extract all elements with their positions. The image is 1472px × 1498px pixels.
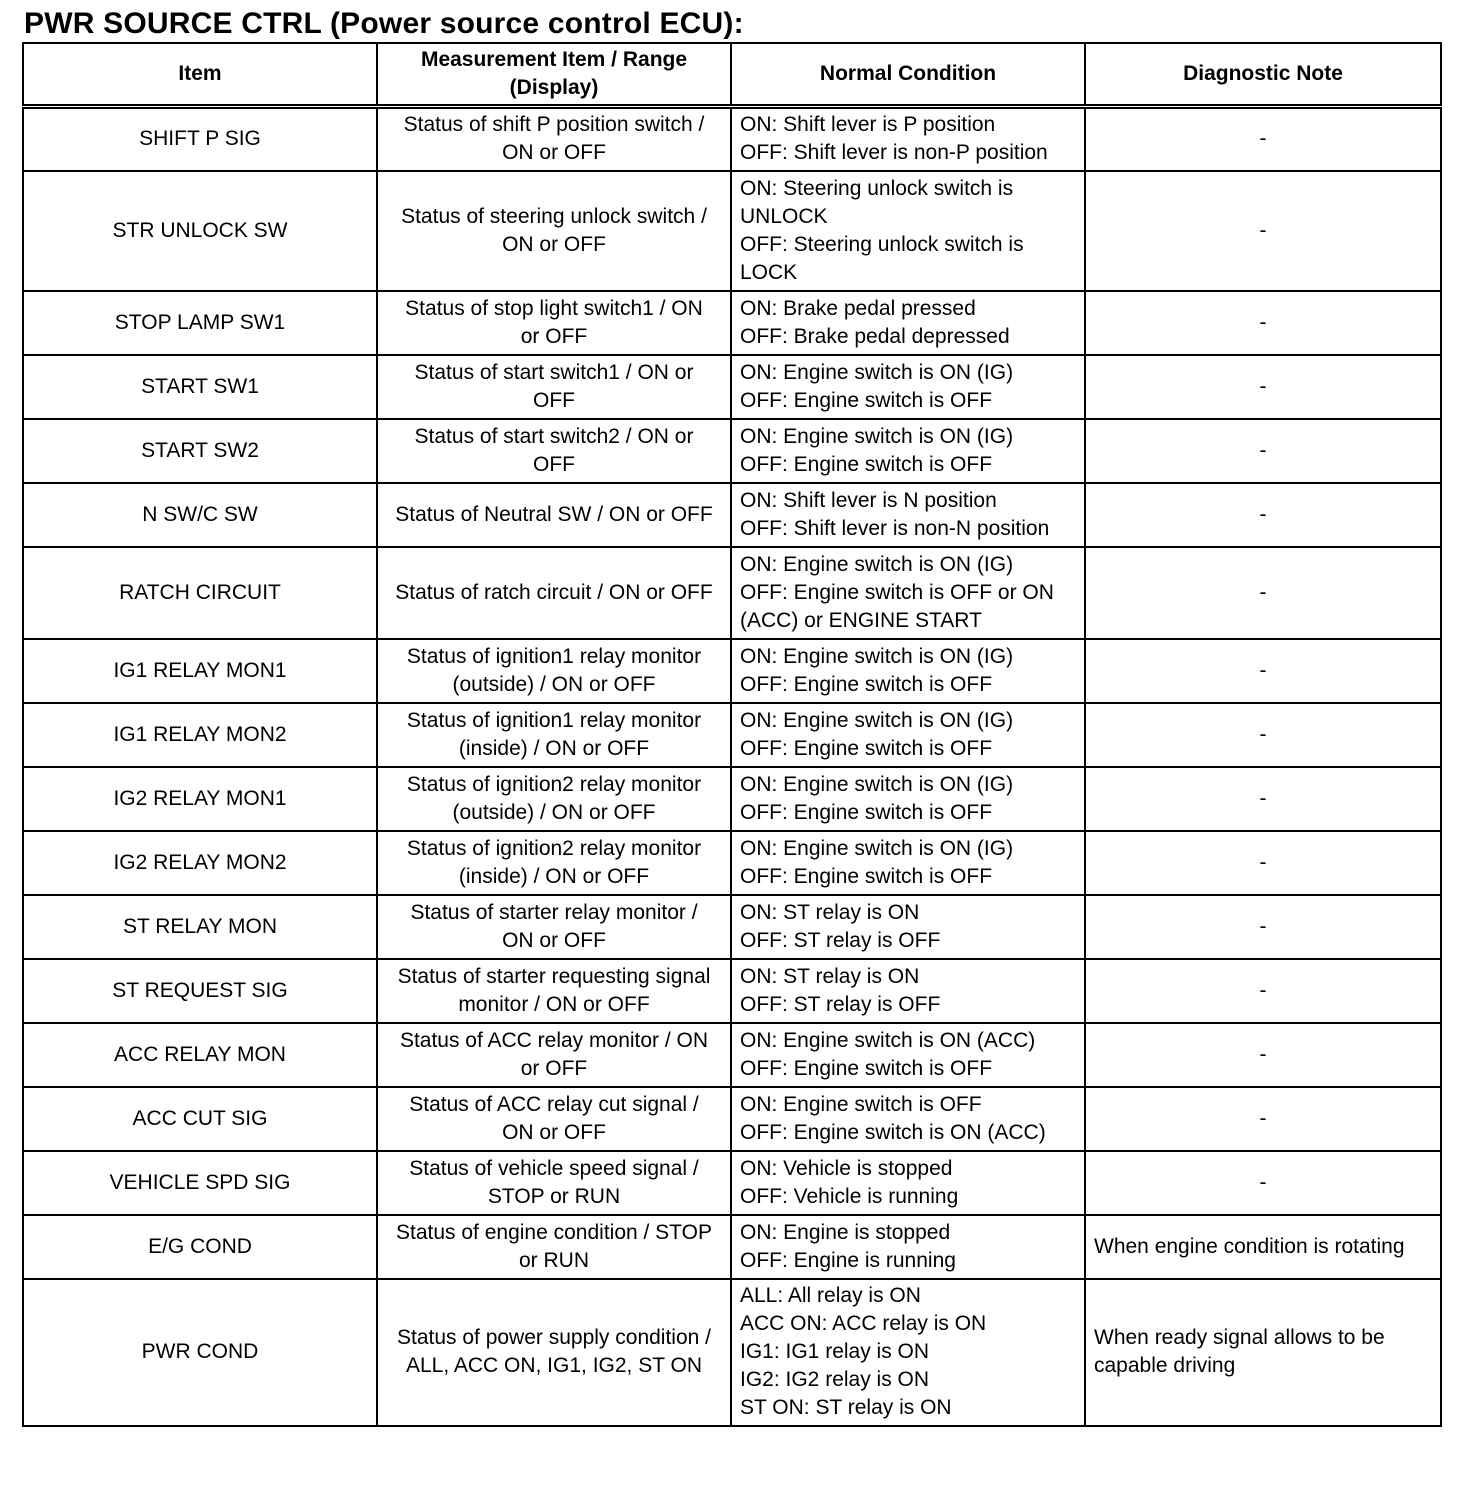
normal-condition-cell: ON: Engine switch is ON (IG) OFF: Engine switch is OFF xyxy=(731,639,1085,703)
measurement-cell: Status of engine condition / STOP or RUN xyxy=(377,1215,731,1279)
diagnostic-note-cell: - xyxy=(1085,1023,1441,1087)
item-cell: E/G COND xyxy=(23,1215,377,1279)
diagnostic-note-cell: - xyxy=(1085,1087,1441,1151)
table-row xyxy=(23,355,1441,419)
table-row xyxy=(23,171,1441,291)
header-normal-condition: Normal Condition xyxy=(731,43,1085,107)
normal-condition-cell: ON: Shift lever is N position OFF: Shift lever is non-N position xyxy=(731,483,1085,547)
normal-condition-cell: ON: Engine switch is ON (IG) OFF: Engine switch is OFF xyxy=(731,767,1085,831)
item-cell: STOP LAMP SW1 xyxy=(23,291,377,355)
table-row xyxy=(23,107,1441,171)
measurement-cell: Status of shift P position switch / ON or OFF xyxy=(377,107,731,171)
table-row xyxy=(23,291,1441,355)
table-row xyxy=(23,1279,1441,1426)
diagnostic-note-cell: - xyxy=(1085,639,1441,703)
normal-condition-cell: ON: ST relay is ON OFF: ST relay is OFF xyxy=(731,895,1085,959)
diagnostic-note-cell: - xyxy=(1085,547,1441,639)
measurement-cell: Status of start switch2 / ON or OFF xyxy=(377,419,731,483)
normal-condition-cell: ON: Engine switch is ON (IG) OFF: Engine switch is OFF xyxy=(731,355,1085,419)
table-row xyxy=(23,767,1441,831)
item-cell: START SW2 xyxy=(23,419,377,483)
table-row xyxy=(23,639,1441,703)
item-cell: RATCH CIRCUIT xyxy=(23,547,377,639)
normal-condition-cell: ON: Vehicle is stopped OFF: Vehicle is running xyxy=(731,1151,1085,1215)
diagnostic-note-cell: - xyxy=(1085,895,1441,959)
normal-condition-cell: ON: Engine switch is OFF OFF: Engine switch is ON (ACC) xyxy=(731,1087,1085,1151)
normal-condition-cell: ON: Engine switch is ON (IG) OFF: Engine switch is OFF xyxy=(731,703,1085,767)
normal-condition-cell: ON: Engine switch is ON (IG) OFF: Engine switch is OFF xyxy=(731,419,1085,483)
diagnostic-note-cell: - xyxy=(1085,107,1441,171)
measurement-cell: Status of stop light switch1 / ON or OFF xyxy=(377,291,731,355)
item-cell: IG2 RELAY MON2 xyxy=(23,831,377,895)
table-row xyxy=(23,703,1441,767)
item-cell: N SW/C SW xyxy=(23,483,377,547)
diagnostic-note-cell: - xyxy=(1085,419,1441,483)
normal-condition-cell: ON: Engine switch is ON (ACC) OFF: Engine switch is OFF xyxy=(731,1023,1085,1087)
table-row xyxy=(23,419,1441,483)
normal-condition-cell: ON: Engine switch is ON (IG) OFF: Engine switch is OFF or ON (ACC) or ENGINE START xyxy=(731,547,1085,639)
measurement-cell: Status of ignition1 relay monitor (outside) / ON or OFF xyxy=(377,639,731,703)
table-row xyxy=(23,483,1441,547)
measurement-cell: Status of power supply condition / ALL, ACC ON, IG1, IG2, ST ON xyxy=(377,1279,731,1426)
measurement-cell: Status of starter requesting signal monitor / ON or OFF xyxy=(377,959,731,1023)
diagnostic-note-cell: - xyxy=(1085,1151,1441,1215)
diagnostic-note-cell: - xyxy=(1085,831,1441,895)
measurement-cell: Status of ACC relay monitor / ON or OFF xyxy=(377,1023,731,1087)
measurement-cell: Status of vehicle speed signal / STOP or RUN xyxy=(377,1151,731,1215)
data-list-table xyxy=(22,42,1442,1427)
item-cell: ST RELAY MON xyxy=(23,895,377,959)
table-header-row xyxy=(23,43,1441,107)
item-cell: IG1 RELAY MON1 xyxy=(23,639,377,703)
normal-condition-cell: ON: Steering unlock switch is UNLOCK OFF: Steering unlock switch is LOCK xyxy=(731,171,1085,291)
normal-condition-cell: ON: Shift lever is P position OFF: Shift lever is non-P position xyxy=(731,107,1085,171)
item-cell: SHIFT P SIG xyxy=(23,107,377,171)
item-cell: IG1 RELAY MON2 xyxy=(23,703,377,767)
item-cell: ST REQUEST SIG xyxy=(23,959,377,1023)
measurement-cell: Status of Neutral SW / ON or OFF xyxy=(377,483,731,547)
diagnostic-note-cell: When ready signal allows to be capable driving xyxy=(1085,1279,1441,1426)
item-cell: IG2 RELAY MON1 xyxy=(23,767,377,831)
item-cell: ACC RELAY MON xyxy=(23,1023,377,1087)
header-measurement: Measurement Item / Range (Display) xyxy=(377,43,731,107)
item-cell: ACC CUT SIG xyxy=(23,1087,377,1151)
measurement-cell: Status of starter relay monitor / ON or OFF xyxy=(377,895,731,959)
item-cell: PWR COND xyxy=(23,1279,377,1426)
diagnostic-note-cell: - xyxy=(1085,767,1441,831)
normal-condition-cell: ON: Engine switch is ON (IG) OFF: Engine switch is OFF xyxy=(731,831,1085,895)
measurement-cell: Status of start switch1 / ON or OFF xyxy=(377,355,731,419)
normal-condition-cell: ON: Brake pedal pressed OFF: Brake pedal depressed xyxy=(731,291,1085,355)
diagnostic-note-cell: - xyxy=(1085,483,1441,547)
measurement-cell: Status of ratch circuit / ON or OFF xyxy=(377,547,731,639)
normal-condition-cell: ON: Engine is stopped OFF: Engine is running xyxy=(731,1215,1085,1279)
table-row xyxy=(23,831,1441,895)
diagnostic-note-cell: - xyxy=(1085,171,1441,291)
diagnostic-note-cell: When engine condition is rotating xyxy=(1085,1215,1441,1279)
page-title: PWR SOURCE CTRL (Power source control ECU): xyxy=(24,7,744,40)
normal-condition-cell: ON: ST relay is ON OFF: ST relay is OFF xyxy=(731,959,1085,1023)
diagnostic-note-cell: - xyxy=(1085,355,1441,419)
measurement-cell: Status of ignition1 relay monitor (inside) / ON or OFF xyxy=(377,703,731,767)
measurement-cell: Status of ACC relay cut signal / ON or OFF xyxy=(377,1087,731,1151)
table-row xyxy=(23,1087,1441,1151)
item-cell: START SW1 xyxy=(23,355,377,419)
measurement-cell: Status of steering unlock switch / ON or OFF xyxy=(377,171,731,291)
diagnostic-note-cell: - xyxy=(1085,703,1441,767)
table-row xyxy=(23,1215,1441,1279)
header-diagnostic-note: Diagnostic Note xyxy=(1085,43,1441,107)
table-row xyxy=(23,547,1441,639)
table-row xyxy=(23,1023,1441,1087)
measurement-cell: Status of ignition2 relay monitor (outside) / ON or OFF xyxy=(377,767,731,831)
measurement-cell: Status of ignition2 relay monitor (inside) / ON or OFF xyxy=(377,831,731,895)
item-cell: STR UNLOCK SW xyxy=(23,171,377,291)
normal-condition-cell: ALL: All relay is ON ACC ON: ACC relay is ON IG1: IG1 relay is ON IG2: IG2 relay is ON ST ON: ST relay is ON xyxy=(731,1279,1085,1426)
table-row xyxy=(23,1151,1441,1215)
table-row xyxy=(23,959,1441,1023)
table-row xyxy=(23,895,1441,959)
item-cell: VEHICLE SPD SIG xyxy=(23,1151,377,1215)
diagnostic-note-cell: - xyxy=(1085,959,1441,1023)
header-item: Item xyxy=(23,43,377,107)
diagnostic-note-cell: - xyxy=(1085,291,1441,355)
